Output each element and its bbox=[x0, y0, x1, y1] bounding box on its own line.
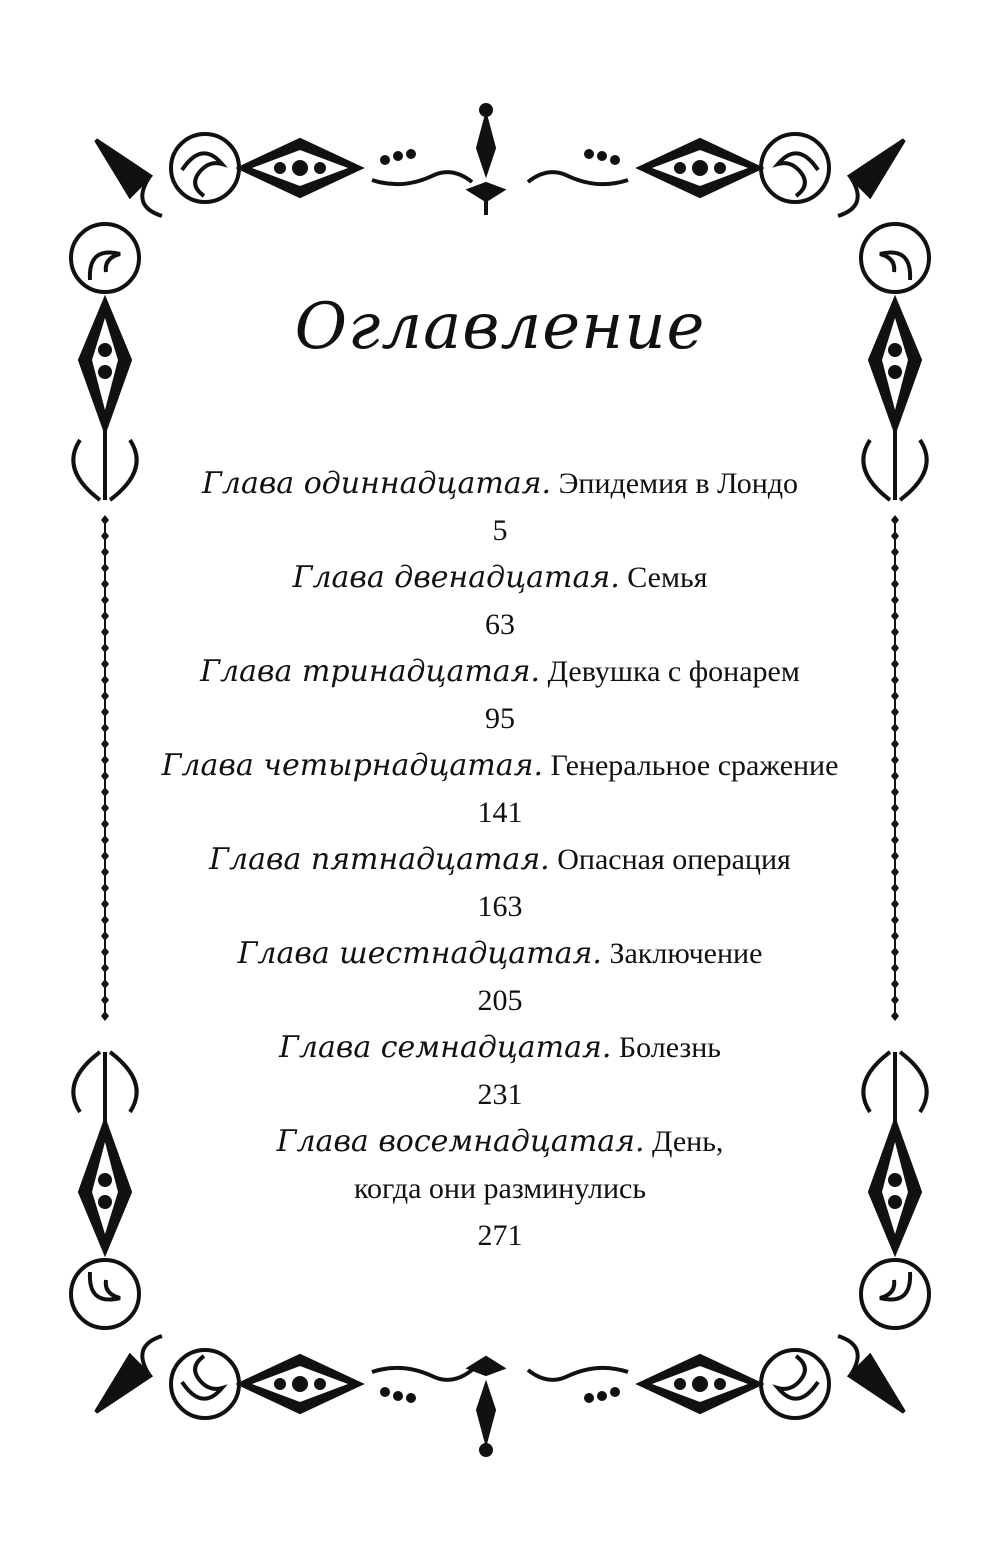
page-number: 95 bbox=[485, 702, 515, 735]
chapter-title: Девушка с фонарем bbox=[547, 655, 800, 688]
chapter-number: Глава четырнадцатая. bbox=[161, 748, 544, 783]
toc-entry bbox=[130, 648, 870, 695]
chapter-title: Опасная операция bbox=[557, 843, 791, 876]
chapter-title: Болезнь bbox=[618, 1031, 721, 1064]
chapter-number: Глава шестнадцатая. bbox=[237, 936, 602, 971]
page-number: 205 bbox=[477, 984, 523, 1017]
toc-entry bbox=[130, 554, 870, 601]
toc-entry bbox=[130, 836, 870, 883]
chapter-title: День, bbox=[652, 1125, 724, 1158]
page-number: 141 bbox=[477, 796, 523, 829]
toc-entry bbox=[130, 742, 870, 789]
page-number: 63 bbox=[485, 608, 515, 641]
chapter-title: Эпидемия в Лондо bbox=[558, 467, 799, 500]
toc-entry bbox=[130, 1024, 870, 1071]
page-number: 163 bbox=[477, 890, 523, 923]
chapter-number: Глава пятнадцатая. bbox=[209, 842, 550, 877]
toc-entry bbox=[130, 1118, 870, 1165]
table-of-contents bbox=[130, 460, 870, 1259]
chapter-number: Глава семнадцатая. bbox=[279, 1030, 612, 1065]
toc-entry bbox=[130, 930, 870, 977]
page-number: 231 bbox=[477, 1078, 523, 1111]
toc-entry bbox=[130, 460, 870, 507]
chapter-number: Глава тринадцатая. bbox=[200, 654, 541, 689]
page-number: 5 bbox=[492, 514, 508, 547]
chapter-title: Генеральное сражение bbox=[550, 749, 839, 782]
chapter-title: Заключение bbox=[609, 937, 763, 970]
page-number: 271 bbox=[477, 1219, 523, 1252]
chapter-title: Семья bbox=[627, 561, 708, 594]
chapter-number: Глава одиннадцатая. bbox=[201, 466, 552, 501]
chapter-number: Глава восемнадцатая. bbox=[276, 1124, 645, 1159]
chapter-title-continued: когда они разминулись bbox=[353, 1172, 647, 1205]
chapter-number: Глава двенадцатая. bbox=[292, 560, 620, 595]
page-title: Оглавление bbox=[294, 290, 706, 364]
